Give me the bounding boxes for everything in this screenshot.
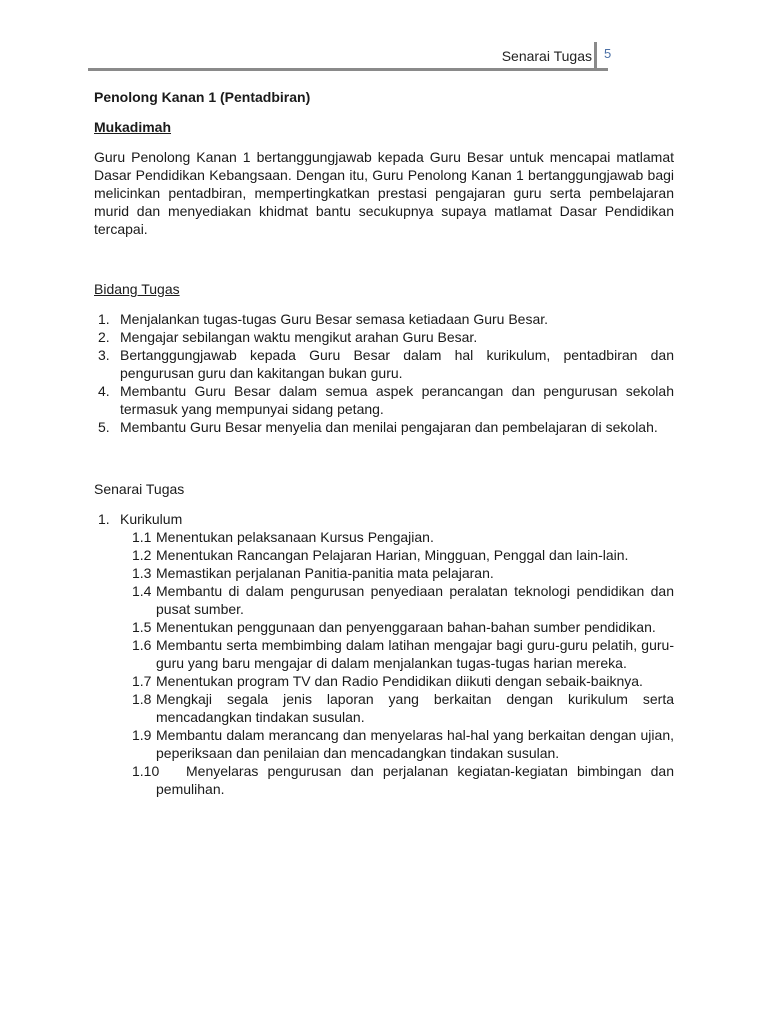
list-item-text: Membantu Guru Besar dalam semua aspek perancangan dan pengurusan sekolah termasuk yang mempunyai sidang petang. — [120, 383, 674, 417]
task-item-number: 1.1 — [132, 529, 152, 545]
list-item — [94, 382, 674, 418]
list-item-text: Mengajar sebilangan waktu mengikut arahan Guru Besar. — [120, 329, 478, 345]
page-number: 5 — [604, 46, 612, 61]
task-item — [94, 762, 674, 798]
tasks-heading: Senarai Tugas — [94, 481, 185, 497]
task-item-text: Menyelaras pengurusan dan perjalanan kegiatan-kegiatan bimbingan dan pemulihan. — [156, 763, 674, 797]
list-item-number: 5. — [98, 419, 110, 435]
task-item-text: Membantu di dalam pengurusan penyediaan peralatan teknologi pendidikan dan pusat sumber. — [156, 583, 674, 617]
task-item-number: 1.5 — [132, 619, 152, 635]
header-divider — [594, 42, 597, 69]
task-item — [94, 636, 674, 672]
list-item-text: Membantu Guru Besar menyelia dan menilai pengajaran dan pembelajaran di sekolah. — [120, 419, 658, 435]
task-item-text: Mengkaji segala jenis laporan yang berkaitan dengan kurikulum serta mencadangkan tindakan susulan. — [156, 691, 674, 725]
page-header — [88, 40, 674, 71]
list-item — [94, 418, 674, 436]
task-item-text: Memastikan perjalanan Panitia-panitia mata pelajaran. — [156, 565, 494, 581]
task-category — [94, 510, 674, 528]
task-item-number: 1.10 — [132, 763, 160, 779]
task-item — [94, 546, 674, 564]
task-item-text: Menentukan program TV dan Radio Pendidikan diikuti dengan sebaik-baiknya. — [156, 673, 643, 689]
document-body — [94, 88, 674, 798]
list-item-text: Menjalankan tugas-tugas Guru Besar semasa ketiadaan Guru Besar. — [120, 311, 549, 327]
duties-heading: Bidang Tugas — [94, 281, 180, 297]
list-item — [94, 328, 674, 346]
task-item-text: Menentukan pelaksanaan Kursus Pengajian. — [156, 529, 434, 545]
task-item-text: Menentukan Rancangan Pelajaran Harian, Mingguan, Penggal dan lain-lain. — [156, 547, 629, 563]
task-item-number: 1.2 — [132, 547, 152, 563]
list-item-number: 2. — [98, 329, 110, 345]
header-rule — [88, 68, 608, 71]
task-item-number: 1.3 — [132, 565, 152, 581]
task-item — [94, 582, 674, 618]
task-item — [94, 690, 674, 726]
task-item-text: Membantu serta membimbing dalam latihan mengajar bagi guru-guru pelatih, guru-guru yang baru mengajar di dalam menjalankan tugas-tugas harian mereka. — [156, 637, 674, 671]
task-item-number: 1.8 — [132, 691, 152, 707]
category-number: 1. — [98, 511, 110, 527]
list-item — [94, 310, 674, 328]
task-list — [94, 528, 674, 798]
duties-list — [94, 310, 674, 436]
list-item-number: 4. — [98, 383, 110, 399]
task-item-text: Menentukan penggunaan dan penyenggaraan bahan-bahan sumber pendidikan. — [156, 619, 656, 635]
task-item-number: 1.6 — [132, 637, 152, 653]
header-title: Senarai Tugas — [501, 48, 592, 64]
task-item-number: 1.4 — [132, 583, 152, 599]
list-item-number: 1. — [98, 311, 110, 327]
task-item-number: 1.7 — [132, 673, 152, 689]
task-item — [94, 618, 674, 636]
intro-paragraph: Guru Penolong Kanan 1 bertanggungjawab kepada Guru Besar untuk mencapai matlamat Dasar Pendidikan Kebangsaan. Dengan itu, Guru Penolong Kanan 1 bertanggungjawab bagi melicinkan pentadbiran, mempertingkatkan prestasi pengajaran guru serta pembelajaran murid dan menyediakan khidmat bantu secukupnya supaya matlamat Dasar Pendidikan tercapai. — [94, 149, 674, 237]
document-title: Penolong Kanan 1 (Pentadbiran) — [94, 89, 311, 105]
task-item — [94, 672, 674, 690]
task-item — [94, 726, 674, 762]
task-item-text: Membantu dalam merancang dan menyelaras hal-hal yang berkaitan dengan ujian, peperiksaan dan penilaian dan mencadangkan tindakan susulan. — [156, 727, 674, 761]
task-item — [94, 564, 674, 582]
task-item-number: 1.9 — [132, 727, 152, 743]
list-item — [94, 346, 674, 382]
category-label: Kurikulum — [120, 511, 183, 527]
list-item-text: Bertanggungjawab kepada Guru Besar dalam hal kurikulum, pentadbiran dan pengurusan guru dan kakitangan bukan guru. — [120, 347, 674, 381]
task-item — [94, 528, 674, 546]
list-item-number: 3. — [98, 347, 110, 363]
intro-heading: Mukadimah — [94, 119, 172, 135]
